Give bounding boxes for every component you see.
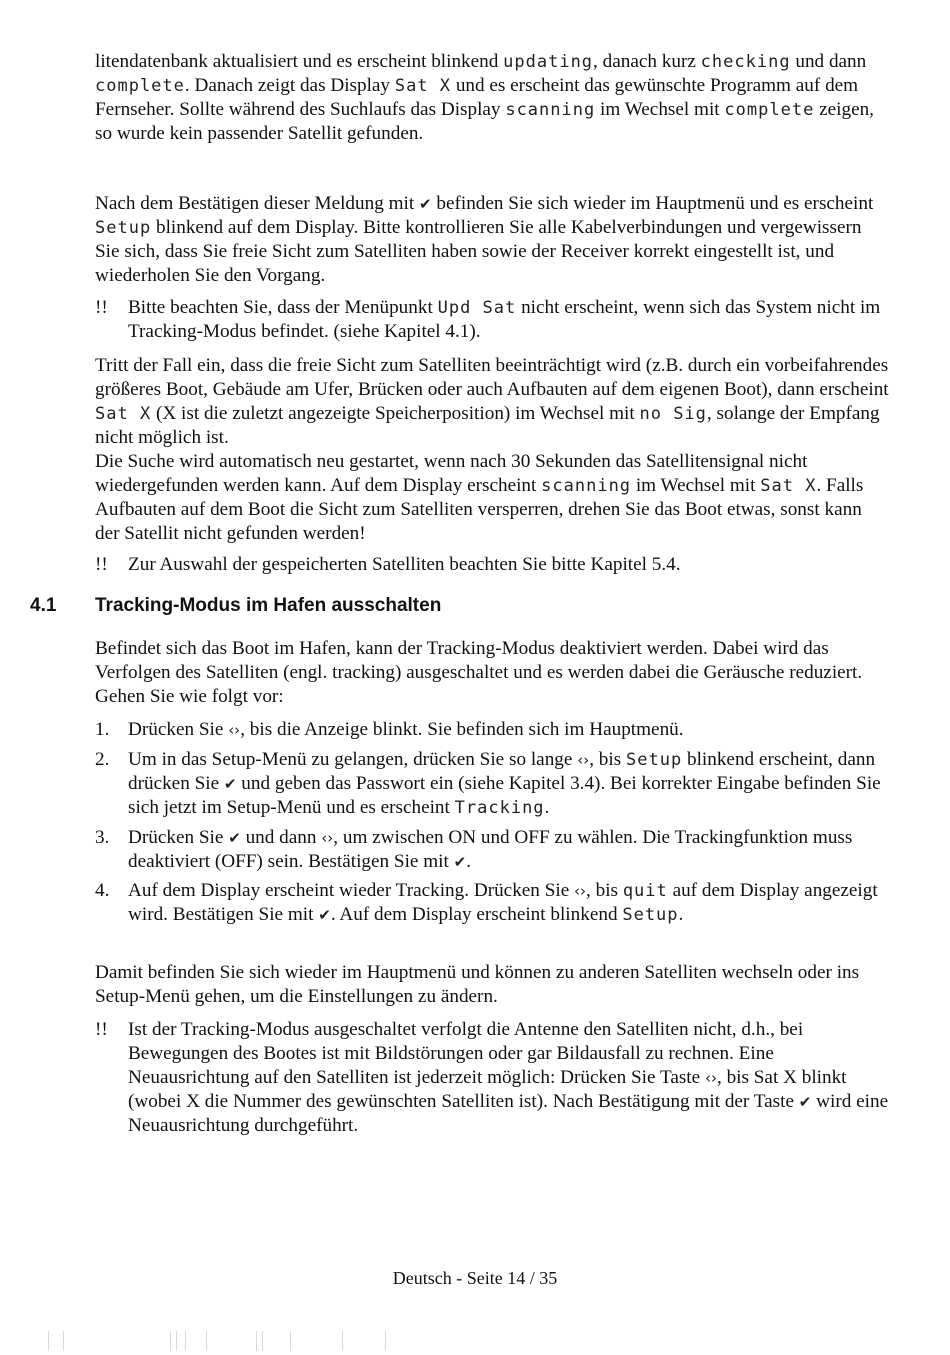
page-footer: Deutsch - Seite 14 / 35: [392, 1268, 558, 1288]
step-number: 2.: [95, 749, 110, 770]
note-saved-satellites: !! Zur Auswahl der gespeicherten Satelliten beachten Sie bitte Kapitel 5.4.: [95, 554, 681, 575]
lcd-text-sat-x: Sat X: [95, 404, 152, 424]
paragraph-search-result: litendatenbank aktualisiert und es erscheint blinkend updating, danach kurz checking und dann complete. Danach zeigt das Display Sat X und es erscheint das gewünschte Programm auf dem Fernseher. Sollte während des Suchlaufs das Display scanning im Wechsel mit complete zeigen, so wurde kein passender Satellit gefunden.: [95, 51, 874, 144]
checkmark-icon: ✔: [228, 829, 241, 847]
lcd-text-scanning: scanning: [541, 476, 632, 496]
paragraph-main-menu-return: Damit befinden Sie sich wieder im Hauptmenü und können zu anderen Satelliten wechseln oder ins Setup-Menü gehen, um die Einstellungen zu ändern.: [95, 962, 860, 1007]
note-marker: !!: [95, 554, 108, 575]
paragraph-signal-loss: Tritt der Fall ein, dass die freie Sicht zum Satelliten beeinträchtigt wird (z.B. durch ein vorbeifahrendes größeres Boot, Gebäude am Ufer, Brücken oder auch Aufbauten auf dem eigenen Boot), dann erscheint Sat X (X ist die zuletzt angezeigte Speicherposition) im Wechsel mit no Sig, solange der Empfang nicht möglich ist. Die Suche wird automatisch neu gestartet, wenn nach 30 Sekunden das Satellitensignal nicht wiedergefunden werden kann. Auf dem Display erscheint scanning im Wechsel mit Sat X. Falls Aufbauten auf dem Boot die Sicht zum Satelliten versperren, drehen Sie das Boot etwas, sonst kann der Satellit nicht gefunden werden!: [95, 355, 889, 544]
step-number: 4.: [95, 880, 110, 901]
lcd-text-sat-x: Sat X: [394, 76, 452, 96]
lcd-text-checking: checking: [700, 52, 791, 72]
arrows-left-right-icon: ‹›: [704, 1069, 717, 1087]
list-item: 4. Auf dem Display erscheint wieder Tracking. Drücken Sie ‹›, bis quit auf dem Display angezeigt wird. Bestätigen Sie mit ✔. Auf dem Display erscheint blinkend Setup.: [95, 880, 878, 925]
checkmark-icon: ✔: [418, 195, 432, 213]
note-tracking-off: !! Ist der Tracking-Modus ausgeschaltet verfolgt die Antenne den Satelliten nicht, d.h., bei Bewegungen des Bootes ist mit Bildstörungen oder gar Bildausfall zu rechnen. Eine Neuausrichtung auf den Satelliten ist jederzeit möglich: Drücken Sie Taste ‹›, bis Sat X blinkt (wobei X die Nummer des gewünschten Satelliten ist). Nach Bestätigung mit der Taste ✔ wird eine Neuausrichtung durchgeführt.: [95, 1019, 889, 1136]
note-marker: !!: [95, 1019, 108, 1040]
checkmark-icon: ✔: [453, 853, 467, 871]
lcd-text-complete: complete: [724, 100, 815, 120]
checkmark-icon: ✔: [318, 906, 331, 924]
lcd-text-scanning: scanning: [505, 100, 596, 120]
paragraph-confirm-message: Nach dem Bestätigen dieser Meldung mit ✔ befinden Sie sich wieder im Hauptmenü und es erscheint Setup blinkend auf dem Display. Bitte kontrollieren Sie alle Kabelverbindungen und vergewissern Sie sich, dass Sie freie Sicht zum Satelliten haben sowie der Receiver korrekt eingestellt ist, und wiederholen Sie den Vorgang.: [95, 193, 874, 286]
lcd-text-sat-x: Sat X: [760, 476, 817, 496]
arrows-left-right-icon: ‹›: [574, 882, 587, 900]
section-number: 4.1: [30, 595, 57, 616]
lcd-text-complete: complete: [95, 76, 185, 96]
section-title: Tracking-Modus im Hafen ausschalten: [95, 595, 442, 616]
list-item: 2. Um in das Setup-Menü zu gelangen, drücken Sie so lange ‹›, bis Setup blinkend erscheint, dann drücken Sie ✔ und geben das Passwort ein (siehe Kapitel 3.4). Bei korrekter Eingabe befinden Sie sich jetzt im Setup-Menü und es erscheint Tracking.: [95, 749, 881, 818]
checkmark-icon: ✔: [798, 1093, 812, 1111]
lcd-text-setup: Setup: [622, 905, 679, 925]
checkmark-icon: ✔: [223, 775, 237, 793]
lcd-text-quit: quit: [622, 881, 668, 901]
lcd-text-no-sig: no Sig: [639, 404, 707, 424]
section-heading: [30, 594, 441, 618]
lcd-text-updating: updating: [503, 52, 594, 72]
paragraph-tracking-intro: Befindet sich das Boot im Hafen, kann der Tracking-Modus deaktiviert werden. Dabei wird das Verfolgen des Satelliten (engl. tracking) ausgeschaltet und es werden dabei die Geräusche reduziert. Gehen Sie wie folgt vor:: [95, 638, 863, 707]
list-item: 1. Drücken Sie ‹›, bis die Anzeige blinkt. Sie befinden sich im Hauptmenü.: [95, 719, 684, 740]
arrows-left-right-icon: ‹›: [228, 721, 241, 739]
note-marker: !!: [95, 297, 108, 318]
lcd-text-setup: Setup: [95, 218, 152, 238]
step-number: 3.: [95, 827, 110, 848]
arrows-left-right-icon: ‹›: [577, 751, 590, 769]
lcd-text-setup: Setup: [626, 750, 683, 770]
note-upd-sat: !! Bitte beachten Sie, dass der Menüpunkt Upd Sat nicht erscheint, wenn sich das System nicht im Tracking-Modus befindet. (siehe Kapitel 4.1).: [95, 297, 881, 342]
list-item: 3. Drücken Sie ✔ und dann ‹›, um zwischen ON und OFF zu wählen. Die Trackingfunktion muss deaktiviert (OFF) sein. Bestätigen Sie mit ✔.: [95, 827, 853, 872]
step-number: 1.: [95, 719, 110, 740]
lcd-text-tracking: Tracking: [454, 798, 545, 818]
arrows-left-right-icon: ‹›: [321, 829, 334, 847]
lcd-text-upd-sat: Upd Sat: [437, 298, 517, 318]
